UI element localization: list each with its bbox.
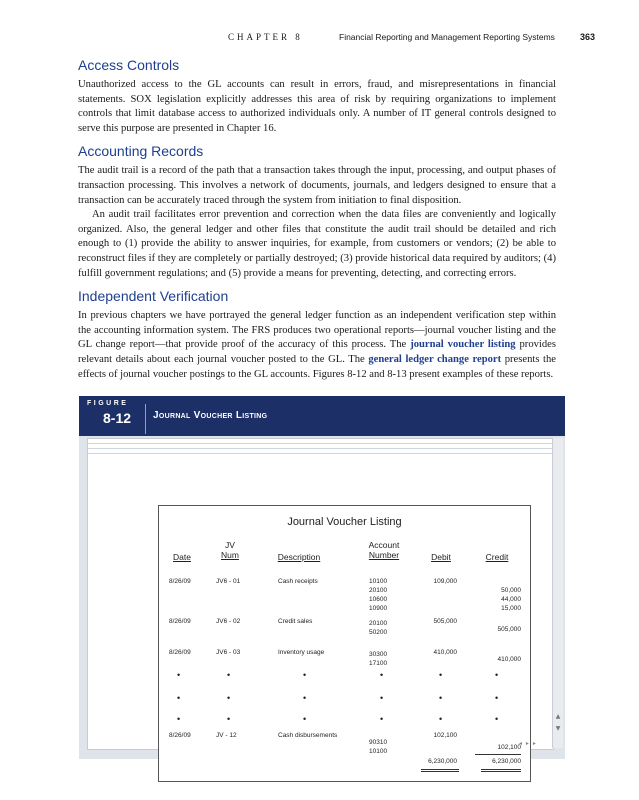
row1-credit-1: 50,000 — [501, 587, 521, 594]
row3-date: 8/26/09 — [169, 649, 191, 656]
ellipsis-bullet: • — [439, 670, 443, 680]
section-independent-verification — [78, 287, 556, 382]
ellipsis-bullet: • — [495, 670, 499, 680]
paragraph: An audit trail facilitates error prevention and correction when the data files are conveniently and logically organized. Also, the general ledger and other files that constitute the audit trail should be detailed and rich enough to (1) provide the ability to answer inquiries, for example, from customers or vendors; (2) be able to reconstruct files if they are completely or partially destroyed; (3) provide historical data required by auditors; (4) fulfill government regulations; and (5) provide a means for preventing, detecting, and correcting errors. — [78, 209, 556, 279]
row3-account-2: 17100 — [369, 660, 388, 667]
paragraph: The audit trail is a record of the path that a transaction takes through the input, processing, and output phases of transaction processing. This involves a network of documents, journals, and ledgers designed to ensure that a transaction can be accurately traced through the system from initiation to final disposition. — [78, 165, 556, 206]
ellipsis-bullet: • — [177, 670, 181, 680]
ellipsis-bullet: • — [177, 714, 181, 724]
row3-description: Inventory usage — [278, 649, 325, 656]
row1-credit-3: 15,000 — [501, 605, 521, 612]
row1-account-4: 10900 — [369, 605, 388, 612]
figure-word: FIGURE — [87, 400, 129, 407]
row1-debit: 109,000 — [433, 578, 457, 585]
body-text — [78, 56, 556, 388]
heading-independent-verification: Independent Verification — [78, 288, 229, 305]
row2-account-2: 50200 — [369, 629, 388, 636]
ellipsis-bullet: • — [303, 670, 307, 680]
text-run: In previous chapters we have portrayed the general ledger function as an independent verification step within the accounting information system. The FRS produces two operational reports—journal voucher listing and the GL change report—that provide proof of the accuracy of this process. The — [78, 310, 556, 351]
ellipsis-bullet: • — [439, 714, 443, 724]
row2-account-1: 20100 — [369, 620, 388, 627]
row1-account-1: 10100 — [369, 578, 388, 585]
ellipsis-bullet: • — [227, 670, 231, 680]
row3-account-1: 30300 — [369, 651, 388, 658]
row2-date: 8/26/09 — [169, 618, 191, 625]
col-header-debit-text: Debit — [431, 552, 451, 562]
col-header-date — [165, 552, 199, 562]
credit-total-double-rule — [481, 769, 521, 772]
row4-account-1: 90310 — [369, 739, 388, 746]
figure-8-12 — [79, 396, 565, 765]
row1-date: 8/26/09 — [169, 578, 191, 585]
row2-credit-1: 505,000 — [497, 626, 521, 633]
figure-divider — [145, 404, 146, 434]
term-general-ledger-change-report: general ledger change report — [368, 353, 502, 365]
credit-subtotal-rule — [475, 754, 521, 755]
col-header-account-bottom: Number — [368, 550, 400, 560]
heading-access-controls: Access Controls — [78, 57, 180, 73]
running-header — [0, 32, 639, 48]
window-toolbar-lines — [88, 439, 553, 459]
horizontal-scroll-arrows-icon[interactable]: ◂ ▸ ▸ — [519, 740, 537, 747]
ellipsis-bullet: • — [380, 693, 384, 703]
col-header-date-text: Date — [173, 552, 191, 562]
heading-accounting-records: Accounting Records — [78, 143, 204, 160]
row3-credit-1: 410,000 — [497, 656, 521, 663]
col-header-jv-top: JV — [225, 540, 235, 550]
figure-title: Journal Voucher Listing — [153, 410, 268, 421]
row2-debit: 505,000 — [433, 618, 457, 625]
text-run: presents the effects of journal voucher postings to the GL accounts. Figures 8-12 and 8-13 present examples of these reports. — [78, 353, 556, 380]
section-accounting-records — [78, 142, 556, 281]
col-header-description-text: Description — [277, 552, 321, 562]
paragraph — [78, 309, 556, 382]
scroll-up-icon[interactable]: ▲ — [555, 713, 561, 720]
row4-debit: 102,100 — [433, 732, 457, 739]
ellipsis-bullet: • — [439, 693, 443, 703]
total-credit: 6,230,000 — [492, 758, 521, 765]
page-number: 363 — [580, 32, 596, 42]
figure-number: 8-12 — [103, 410, 132, 426]
term-journal-voucher-listing: journal voucher listing — [410, 339, 516, 351]
chapter-label: CHAPTER 8 — [228, 32, 303, 42]
row1-credit-2: 44,000 — [501, 596, 521, 603]
scroll-down-icon[interactable]: ▼ — [555, 725, 561, 732]
col-header-account — [359, 540, 409, 560]
row1-description: Cash receipts — [278, 578, 318, 585]
ellipsis-bullet: • — [380, 670, 384, 680]
row4-date: 8/26/09 — [169, 732, 191, 739]
ellipsis-bullet: • — [495, 693, 499, 703]
debit-total-double-rule — [421, 769, 459, 772]
col-header-debit — [421, 552, 461, 562]
row3-jv: JV6 - 03 — [216, 649, 241, 656]
col-header-credit — [477, 552, 517, 562]
row2-jv: JV6 - 02 — [216, 618, 241, 625]
ellipsis-bullet: • — [227, 714, 231, 724]
ellipsis-bullet: • — [227, 693, 231, 703]
col-header-jv-bottom: Num — [221, 550, 239, 560]
row1-jv: JV6 - 01 — [216, 578, 241, 585]
col-header-account-top: Account — [368, 540, 400, 550]
col-header-description — [263, 552, 335, 562]
ellipsis-bullet: • — [495, 714, 499, 724]
journal-voucher-report — [158, 505, 531, 782]
section-access-controls — [78, 56, 556, 136]
col-header-jv — [211, 540, 249, 560]
ellipsis-bullet: • — [177, 693, 181, 703]
figure-label — [79, 396, 139, 436]
row1-account-2: 20100 — [369, 587, 388, 594]
row1-account-3: 10600 — [369, 596, 388, 603]
ellipsis-bullet: • — [380, 714, 384, 724]
running-title: Financial Reporting and Management Reporting Systems — [339, 32, 555, 42]
ellipsis-bullet: • — [303, 693, 307, 703]
row4-description: Cash disbursements — [278, 732, 338, 739]
row4-account-2: 10100 — [369, 748, 388, 755]
ellipsis-bullet: • — [303, 714, 307, 724]
paragraph: Unauthorized access to the GL accounts can result in errors, fraud, and misrepresentations in financial statements. SOX legislation explicitly addresses this area of risk by requiring organizations to implement controls that limit database access to authorized individuals only. A number of IT general controls designed to serve this purpose are presented in Chapter 16. — [78, 79, 556, 134]
report-title: Journal Voucher Listing — [287, 516, 402, 528]
text-run: provides relevant details about each journal voucher posted to the GL. The — [78, 339, 556, 365]
row3-debit: 410,000 — [433, 649, 457, 656]
col-header-credit-text: Credit — [485, 552, 509, 562]
report-window — [87, 438, 554, 765]
vertical-scrollbar[interactable] — [552, 438, 563, 748]
row4-jv: JV - 12 — [216, 732, 237, 739]
row2-description: Credit sales — [278, 618, 313, 625]
row4-credit-1: 102,100 — [497, 744, 521, 751]
total-debit: 6,230,000 — [428, 758, 457, 765]
figure-header-band — [79, 396, 565, 436]
